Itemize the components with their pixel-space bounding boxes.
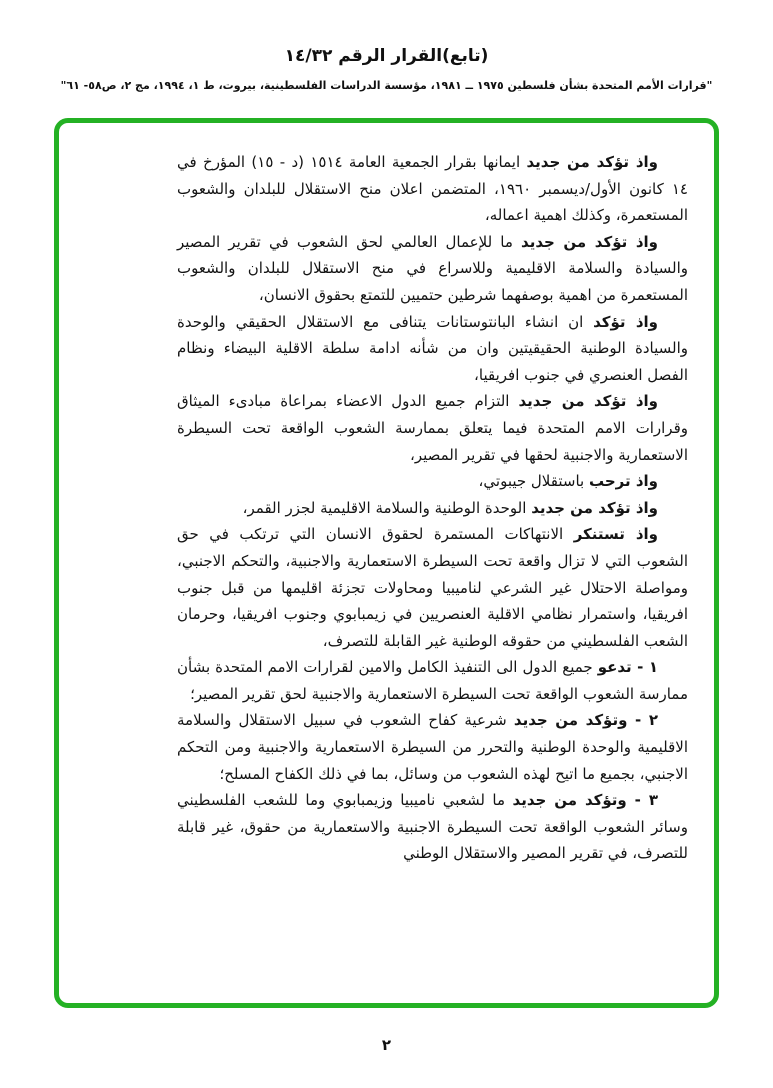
paragraph-lead: ١ - تدعو [597,658,658,677]
resolution-text-box [54,118,719,1008]
paragraph [177,468,688,495]
paragraph-lead: ٢ - وتؤكد من جديد [513,711,658,730]
page-header [0,0,773,92]
paragraph-text: ما لشعبي ناميبيا وزيمبابوي وما للشعب الفلسطيني وسائر الشعوب الواقعة تحت السيطرة الاجنبية والاستعمارية من حقوق، غير قابلة للتصرف، في تقرير المصير والاستقلال الوطني [177,791,688,863]
paragraph [177,388,688,468]
paragraph [177,149,688,229]
paragraph [177,787,688,867]
paragraph-text: ان انشاء البانتوستانات يتنافى مع الاستقلال الحقيقي والوحدة والسيادة الوطنية الحقيقيتين وان من شأنه ادامة سلطة الاقلية البيضاء ونظام الفصل العنصري في جنوب افريقيا، [177,312,688,384]
paragraph [177,229,688,309]
paragraph-text: ايمانها بقرار الجمعية العامة ١٥١٤ (د - ١٥) المؤرخ في ١٤ كانون الأول/ديسمبر ١٩٦٠، المتضمن اعلان منح الاستقلال للبلدان والشعوب المستعمرة، وكذلك اهمية اعماله، [177,153,688,225]
paragraph-lead: واذ ترحب [588,472,658,491]
resolution-title: (تابع)القرار الرقم ١٤/٣٢ [284,46,489,66]
paragraph-text: ما للإعمال العالمي لحق الشعوب في تقرير المصير والسيادة والسلامة الاقليمية وللاسراع في منح الاستقلال للبلدان والشعوب المستعمرة من اهمية بوصفهما شرطين حتميين للتمتع بحقوق الانسان، [177,232,688,304]
paragraph-lead: واذ تؤكد من جديد [531,498,658,517]
paragraph [177,309,688,389]
document-body [177,149,688,867]
paragraph [177,707,688,787]
source-citation: "قرارات الأمم المتحدة بشأن فلسطين ١٩٧٥ ــ ١٩٨١، مؤسسة الدراسات الفلسطينية، بيروت، ط ١، ١٩٩٤، مج ٢، ص٥٨- ٦١" [60,79,713,92]
paragraph-text: باستقلال جيبوتي، [478,472,589,491]
paragraph [177,521,688,654]
paragraph [177,495,688,522]
paragraph-lead: واذ تؤكد [593,312,659,331]
paragraph [177,654,688,707]
paragraph-text: الوحدة الوطنية والسلامة الاقليمية لجزر القمر، [242,498,532,517]
paragraph-lead: ٣ - وتؤكد من جديد [512,791,658,810]
page-footer [0,1035,773,1054]
paragraph-text: التزام جميع الدول الاعضاء بمراعاة مبادىء الميثاق وقرارات الامم المتحدة فيما يتعلق بممارسة الشعوب الواقعة تحت السيطرة الاستعمارية والاجنبية لحقها في تقرير المصير، [177,392,688,464]
paragraph-text: جميع الدول الى التنفيذ الكامل والامين لقرارات الامم المتحدة بشأن ممارسة الشعوب الواقعة تحت السيطرة الاستعمارية والاجنبية لحق تقرير المصير؛ [177,658,688,703]
paragraph-text: شرعية كفاح الشعوب في سبيل الاستقلال والسلامة الاقليمية والوحدة الوطنية والتحرر من السيطرة الاستعمارية والاجنبية ومن التحكم الاجنبي، بجميع ما اتيح لهذه الشعوب من وسائل، بما في ذلك الكفاح المسلح؛ [177,711,688,783]
paragraph-lead: واذ تؤكد من جديد [521,232,658,251]
paragraph-lead: واذ تستنكر [573,525,658,544]
paragraph-lead: واذ تؤكد من جديد [518,392,658,411]
page-number: ٢ [381,1036,392,1054]
paragraph-text: الانتهاكات المستمرة لحقوق الانسان التي ترتكب في حق الشعوب التي لا تزال واقعة تحت السيطرة الاستعمارية والاجنبية، والتحكم الاجنبي، ومواصلة الاحتلال غير الشرعي لناميبيا ومحاولات تجزئة اقليمها من قبل جنوب افريقيا، واستمرار نظامي الاقلية العنصريين في زيمبابوي وجنوب افريقيا، وحرمان الشعب الفلسطيني من حقوقه الوطنية غير القابلة للتصرف، [177,525,688,650]
paragraph-lead: واذ تؤكد من جديد [526,153,658,171]
